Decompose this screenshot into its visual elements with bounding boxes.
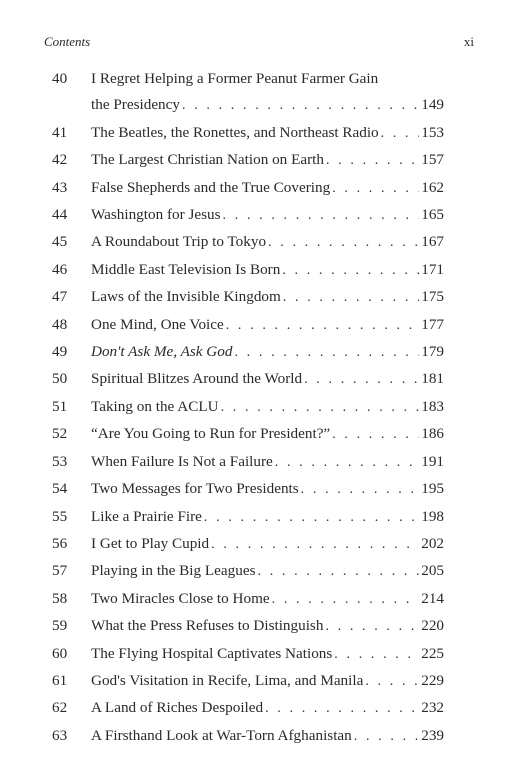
dot-leader — [182, 93, 419, 119]
toc-entry — [52, 586, 444, 613]
chapter-title: Spiritual Blitzes Around the World — [91, 370, 303, 388]
chapter-number: 55 — [52, 507, 68, 525]
chapter-page-number: 205 — [421, 562, 444, 580]
toc-entry — [52, 257, 444, 284]
toc-entry — [52, 531, 444, 558]
chapter-number: 63 — [52, 726, 68, 744]
toc-entry — [52, 202, 444, 229]
toc-entry — [52, 147, 444, 174]
chapter-title: Middle East Television Is Born — [91, 260, 281, 278]
dot-leader — [326, 148, 419, 174]
chapter-number: 57 — [52, 562, 68, 580]
dot-leader — [204, 505, 419, 531]
chapter-number: 61 — [52, 671, 68, 689]
toc-entry — [52, 312, 444, 339]
chapter-page-number: 165 — [421, 206, 444, 224]
chapter-title: What the Press Refuses to Distinguish — [91, 617, 324, 635]
chapter-number: 52 — [52, 425, 68, 443]
chapter-title: Two Miracles Close to Home — [91, 589, 270, 607]
toc-entry — [52, 66, 444, 120]
chapter-number: 41 — [52, 123, 68, 141]
chapter-number: 56 — [52, 534, 68, 552]
toc-entry — [52, 229, 444, 256]
chapter-page-number: 214 — [421, 589, 444, 607]
dot-leader — [272, 587, 420, 613]
dot-leader — [258, 559, 420, 585]
chapter-title: I Regret Helping a Former Peanut Farmer Gain — [91, 70, 379, 87]
toc-entry — [52, 339, 444, 366]
chapter-page-number: 202 — [421, 534, 444, 552]
chapter-title: One Mind, One Voice — [91, 315, 224, 333]
dot-leader — [268, 230, 419, 256]
dot-leader — [301, 477, 420, 503]
chapter-number: 54 — [52, 480, 68, 498]
table-of-contents — [52, 66, 444, 750]
chapter-number: 59 — [52, 617, 68, 635]
toc-entry — [52, 476, 444, 503]
chapter-number: 45 — [52, 233, 68, 251]
toc-entry — [52, 504, 444, 531]
chapter-title: “Are You Going to Run for President?” — [91, 425, 331, 443]
chapter-page-number: 149 — [421, 96, 444, 114]
toc-entry — [52, 558, 444, 585]
dot-leader — [265, 696, 419, 722]
chapter-title: Washington for Jesus — [91, 206, 221, 224]
chapter-title: A Firsthand Look at War-Torn Afghanistan — [91, 726, 352, 744]
chapter-number: 49 — [52, 343, 68, 361]
chapter-number: 40 — [52, 70, 68, 87]
dot-leader — [332, 422, 419, 448]
toc-entry — [52, 723, 444, 750]
dot-leader — [283, 285, 419, 311]
chapter-page-number: 157 — [421, 151, 444, 169]
page-number: xi — [463, 34, 474, 49]
toc-entry — [52, 641, 444, 668]
chapter-title: Playing in the Big Leagues — [91, 562, 256, 580]
chapter-title: I Get to Play Cupid — [91, 534, 210, 552]
chapter-title: God's Visitation in Recife, Lima, and Manila — [91, 671, 364, 689]
toc-entry — [52, 421, 444, 448]
chapter-page-number: 183 — [421, 397, 444, 415]
chapter-title: Taking on the ACLU — [91, 397, 219, 415]
chapter-number: 42 — [52, 151, 68, 169]
chapter-number: 48 — [52, 315, 68, 333]
toc-entry — [52, 695, 444, 722]
dot-leader — [354, 724, 419, 750]
dot-leader — [325, 614, 419, 640]
chapter-page-number: 229 — [421, 671, 444, 689]
dot-leader — [282, 258, 419, 284]
chapter-number: 46 — [52, 260, 68, 278]
chapter-number: 47 — [52, 288, 68, 306]
dot-leader — [211, 532, 419, 558]
chapter-page-number: 191 — [421, 452, 444, 470]
chapter-page-number: 195 — [421, 480, 444, 498]
chapter-title: The Largest Christian Nation on Earth — [91, 151, 324, 169]
chapter-page-number: 225 — [421, 644, 444, 662]
chapter-number: 53 — [52, 452, 68, 470]
chapter-number: 60 — [52, 644, 68, 662]
chapter-number: 43 — [52, 178, 68, 196]
chapter-title: Like a Prairie Fire — [91, 507, 202, 525]
chapter-page-number: 175 — [421, 288, 444, 306]
chapter-page-number: 239 — [421, 726, 444, 744]
chapter-number: 50 — [52, 370, 68, 388]
chapter-title: A Land of Riches Despoiled — [91, 699, 264, 717]
chapter-title: Don't Ask Me, Ask God — [91, 343, 233, 361]
chapter-title: Two Messages for Two Presidents — [91, 480, 299, 498]
toc-entry — [52, 668, 444, 695]
chapter-page-number: 232 — [421, 699, 444, 717]
chapter-title-continued: the Presidency — [91, 96, 180, 114]
dot-leader — [334, 642, 419, 668]
dot-leader — [275, 450, 419, 476]
chapter-title: The Flying Hospital Captivates Nations — [91, 644, 333, 662]
chapter-number: 44 — [52, 206, 68, 224]
chapter-number: 62 — [52, 699, 68, 717]
toc-entry — [52, 449, 444, 476]
chapter-page-number: 177 — [421, 315, 444, 333]
dot-leader — [223, 203, 420, 229]
dot-leader — [234, 340, 419, 366]
dot-leader — [381, 121, 420, 147]
chapter-title: Laws of the Invisible Kingdom — [91, 288, 281, 306]
chapter-title: A Roundabout Trip to Tokyo — [91, 233, 267, 251]
chapter-page-number: 162 — [421, 178, 444, 196]
toc-entry — [52, 175, 444, 202]
chapter-page-number: 181 — [421, 370, 444, 388]
chapter-title: False Shepherds and the True Covering — [91, 178, 331, 196]
chapter-page-number: 186 — [421, 425, 444, 443]
chapter-title: The Beatles, the Ronettes, and Northeast Radio — [91, 123, 379, 141]
dot-leader — [221, 395, 420, 421]
toc-entry — [52, 613, 444, 640]
toc-entry — [52, 284, 444, 311]
chapter-page-number: 167 — [421, 233, 444, 251]
toc-entry — [52, 120, 444, 147]
chapter-number: 51 — [52, 397, 68, 415]
dot-leader — [304, 367, 419, 393]
chapter-title: When Failure Is Not a Failure — [91, 452, 273, 470]
chapter-page-number: 153 — [421, 123, 444, 141]
toc-entry — [52, 394, 444, 421]
chapter-page-number: 220 — [421, 617, 444, 635]
dot-leader — [332, 176, 419, 202]
chapter-page-number: 179 — [421, 343, 444, 361]
chapter-number: 58 — [52, 589, 68, 607]
dot-leader — [365, 669, 419, 695]
chapter-page-number: 198 — [421, 507, 444, 525]
running-head-title: Contents — [44, 34, 91, 49]
dot-leader — [226, 313, 419, 339]
toc-entry — [52, 366, 444, 393]
chapter-page-number: 171 — [421, 260, 444, 278]
